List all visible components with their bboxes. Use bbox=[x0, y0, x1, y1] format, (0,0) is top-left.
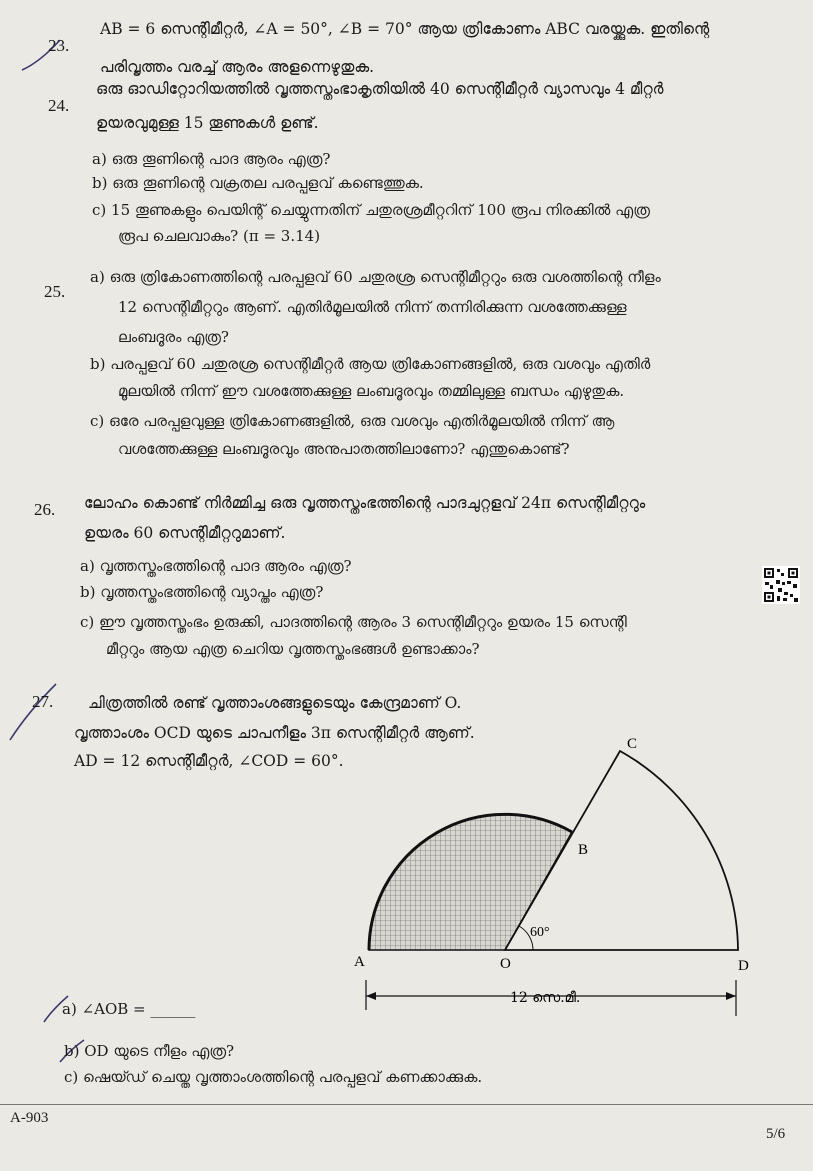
question-number: 23. bbox=[48, 36, 70, 55]
sub-question: b) വൃത്തസ്തംഭത്തിന്റെ വ്യാപ്തം എത്ര? bbox=[80, 583, 324, 601]
question-number: 24. bbox=[48, 96, 70, 115]
label-a: A bbox=[354, 954, 365, 970]
footer-divider bbox=[0, 1104, 813, 1105]
question-text: ഉയരം 60 സെന്റിമീറ്ററുമാണ്. bbox=[84, 524, 286, 542]
sub-question: മൂലയിൽ നിന്ന് ഈ വശത്തേക്കുള്ള ലംബദൂരവും തമ്മിലുള്ള ബന്ധം എഴുതുക. bbox=[118, 382, 625, 400]
question-text: ഒരു ഓഡിറ്റോറിയത്തിൽ വൃത്തസ്തംഭാകൃതിയിൽ 40 സെന്റിമീറ്റർ വ്യാസവും 4 മീറ്റർ bbox=[96, 80, 664, 98]
dimension-label: 12 സെ.മീ. bbox=[510, 990, 581, 1006]
paper-code: A-903 bbox=[10, 1110, 49, 1126]
sub-question: മീറ്ററും ആയ എത്ര ചെറിയ വൃത്തസ്തംഭങ്ങൾ ഉണ്ടാക്കാം? bbox=[106, 640, 480, 658]
question-text: ഉയരവുമുള്ള 15 തൂണുകൾ ഉണ്ട്. bbox=[96, 114, 319, 132]
label-c: C bbox=[627, 736, 638, 752]
label-b: B bbox=[578, 842, 589, 858]
question-text: ചിത്രത്തിൽ രണ്ട് വൃത്താംശങ്ങളുടെയും കേന്ദ്രമാണ് O. bbox=[88, 694, 462, 712]
label-d: D bbox=[738, 958, 749, 974]
question-number: 26. bbox=[34, 500, 56, 519]
sub-question: b) ഒരു തൂണിന്റെ വക്രതല പരപ്പളവ് കണ്ടെത്തുക. bbox=[92, 174, 424, 192]
sub-question: 12 സെന്റിമീറ്ററും ആണ്. എതിർമൂലയിൽ നിന്ന് തന്നിരിക്കുന്ന വശത്തേക്കുള്ള bbox=[118, 298, 627, 316]
sub-question: b) OD യുടെ നീളം എത്ര? bbox=[64, 1042, 235, 1060]
question-number: 27. bbox=[32, 692, 54, 711]
sector-figure bbox=[340, 725, 770, 1025]
question-text: AD = 12 സെന്റിമീറ്റർ, ∠COD = 60°. bbox=[74, 752, 344, 770]
label-o: O bbox=[500, 956, 511, 972]
page-number: 5/6 bbox=[766, 1126, 786, 1142]
sub-question: b) പരപ്പളവ് 60 ചതുരശ്ര സെന്റിമീറ്റർ ആയ ത്രികോണങ്ങളിൽ, ഒരു വശവും എതിർ bbox=[90, 355, 651, 373]
angle-label: 60° bbox=[530, 925, 550, 940]
sub-question: c) ഒരേ പരപ്പളവുള്ള ത്രികോണങ്ങളിൽ, ഒരു വശവും എതിർമൂലയിൽ നിന്ന് ആ bbox=[90, 412, 615, 430]
question-text: പരിവൃത്തം വരച്ച് ആരം അളന്നെഴുതുക. bbox=[100, 58, 375, 76]
qr-code-icon bbox=[762, 566, 800, 604]
question-text: AB = 6 സെന്റിമീറ്റർ, ∠A = 50°, ∠B = 70° ആയ ത്രികോണം ABC വരയ്ക്കുക. ഇതിന്റെ bbox=[100, 20, 710, 38]
sub-question: a) ഒരു ത്രികോണത്തിന്റെ പരപ്പളവ് 60 ചതുരശ്ര സെന്റിമീറ്ററും ഒരു വശത്തിന്റെ നീളം bbox=[90, 268, 661, 286]
sub-question: c) ഈ വൃത്തസ്തംഭം ഉരുക്കി, പാദത്തിന്റെ ആരം 3 സെന്റിമീറ്ററും ഉയരം 15 സെന്റി bbox=[80, 613, 627, 631]
question-number: 25. bbox=[44, 282, 66, 301]
question-text: ലോഹം കൊണ്ട് നിർമ്മിച്ച ഒരു വൃത്തസ്തംഭത്തിന്റെ പാദചുറ്റളവ് 24π സെന്റിമീറ്ററും bbox=[84, 494, 646, 512]
sub-question: വശത്തേക്കുള്ള ലംബദൂരവും അനുപാതത്തിലാണോ? എന്തുകൊണ്ട്? bbox=[118, 440, 570, 458]
sub-question: a) ഒരു തൂണിന്റെ പാദ ആരം എത്ര? bbox=[92, 150, 331, 168]
sub-question: ലംബദൂരം എത്ര? bbox=[118, 328, 229, 346]
sub-question: a) വൃത്തസ്തംഭത്തിന്റെ പാദ ആരം എത്ര? bbox=[80, 557, 352, 575]
sub-question: c) 15 തൂണുകളും പെയിന്റ് ചെയ്യുന്നതിന് ചതുരശ്രമീറ്ററിന് 100 രൂപ നിരക്കിൽ എത്ര bbox=[92, 201, 650, 219]
question-text: വൃത്താംശം OCD യുടെ ചാപനീളം 3π സെന്റിമീറ്റർ ആണ്. bbox=[74, 724, 475, 742]
sub-question: c) ഷെയ്ഡ് ചെയ്ത വൃത്താംശത്തിന്റെ പരപ്പളവ് കണക്കാക്കുക. bbox=[64, 1068, 483, 1086]
sub-question: a) ∠AOB = ______ bbox=[62, 1000, 196, 1018]
sub-question: രൂപ ചെലവാകും? (π = 3.14) bbox=[118, 227, 321, 245]
